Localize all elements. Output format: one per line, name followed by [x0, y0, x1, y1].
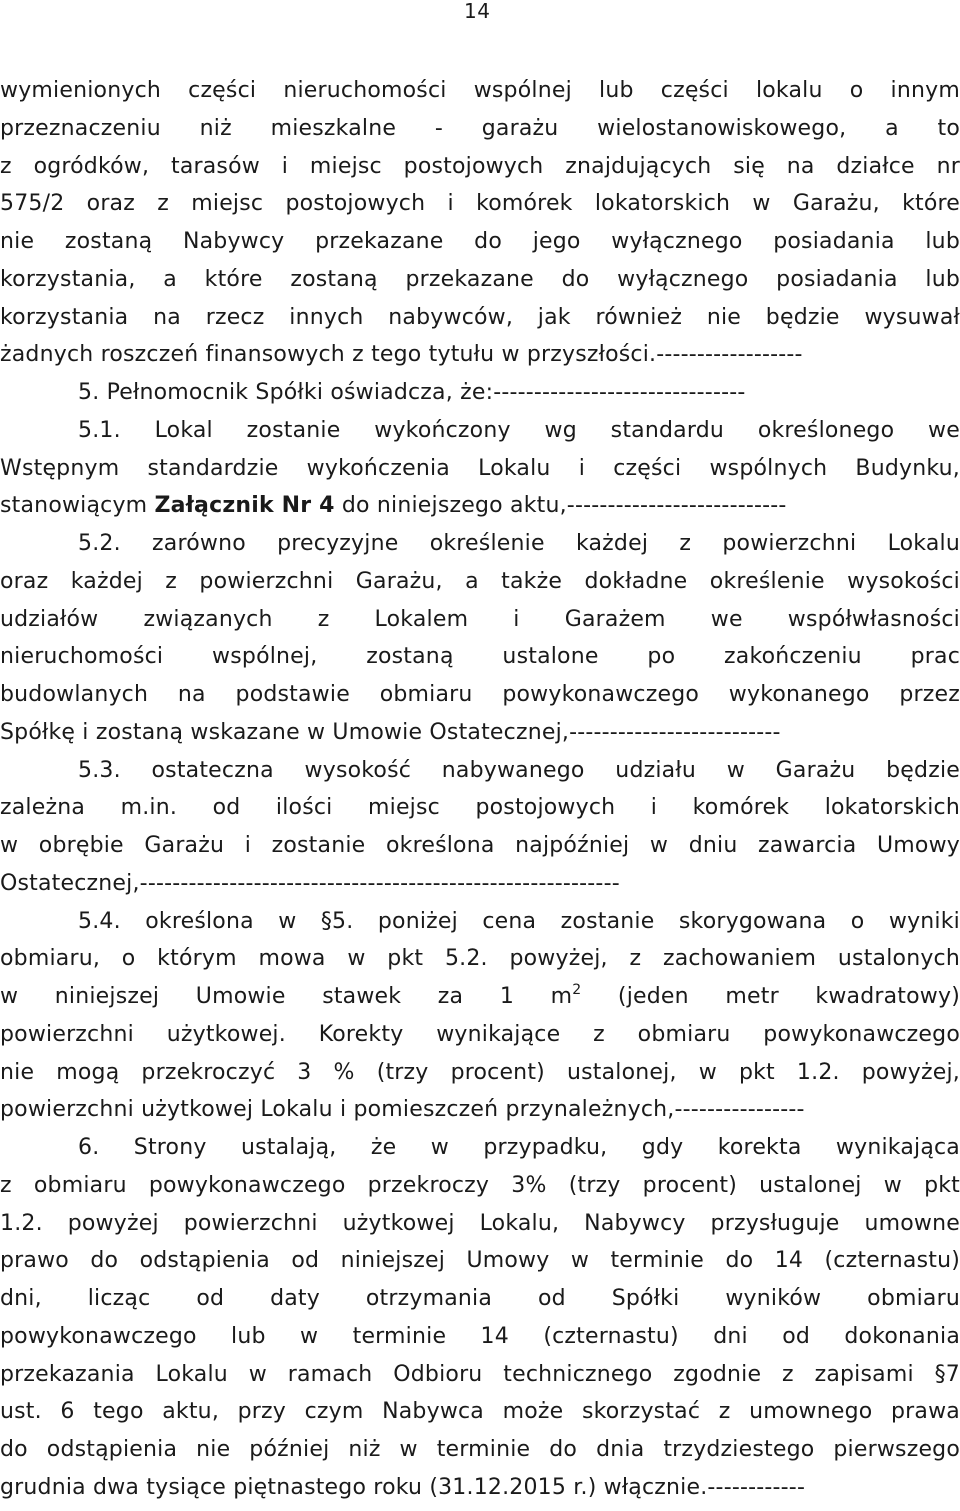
text-line: udziałów związanych z Lokalem i Garażem we współwłasności	[0, 606, 960, 632]
text-line: wymienionych części nieruchomości wspólnej lub części lokalu o innym	[0, 78, 960, 103]
text-segment: (jeden metr kwadratowy)	[581, 984, 960, 1009]
text-line: 5.4. określona w §5. poniżej cena zostanie skorygowana o wyniki	[78, 908, 960, 934]
text-line: powykonawczego lub w terminie 14 (czternastu) dni od dokonania	[0, 1323, 960, 1349]
text-line: przeznaczeniu niż mieszkalne - garażu wielostanowiskowego, a to	[0, 115, 960, 141]
text-line: nie mogą przekroczyć 3 % (trzy procent) ustalonej, w pkt 1.2. powyżej,	[0, 1059, 960, 1085]
text-line: Ostatecznej,-----------------------------------------------------------	[0, 870, 620, 896]
text-line: prawo do odstąpienia od niniejszej Umowy w terminie do 14 (czternastu)	[0, 1248, 960, 1274]
text-line: nieruchomości wspólnej, zostaną ustalone po zakończeniu prac	[0, 644, 960, 670]
text-line: Wstępnym standardzie wykończenia Lokalu i części wspólnych Budynku,	[0, 455, 960, 481]
text-segment: w niniejszej Umowie stawek za 1 m	[0, 984, 573, 1009]
text-line: zależna m.in. od ilości miejsc postojowych i komórek lokatorskich	[0, 795, 960, 821]
text-line: do odstąpienia nie później niż w terminie do dnia trzydziestego pierwszego	[0, 1437, 960, 1462]
text-segment: stanowiącym	[0, 493, 155, 519]
text-line: 5.2. zarówno precyzyjne określenie każdej z powierzchni Lokalu	[78, 531, 960, 556]
text-line: 6. Strony ustalają, że w przypadku, gdy korekta wynikająca	[78, 1135, 960, 1160]
text-line: oraz każdej z powierzchni Garażu, a także dokładne określenie wysokości	[0, 568, 960, 594]
superscript: 2	[572, 982, 582, 998]
text-line: żadnych roszczeń finansowych z tego tytułu w przyszłości.------------------	[0, 342, 803, 368]
text-line: 5. Pełnomocnik Spółki oświadcza, że:-------------------------------	[78, 380, 746, 405]
text-line: przekazania Lokalu w ramach Odbioru technicznego zgodnie z zapisami §7	[0, 1361, 960, 1387]
bold-reference: Załącznik Nr 4	[154, 493, 335, 519]
text-line: nie zostaną Nabywcy przekazane do jego wyłącznego posiadania lub	[0, 229, 960, 254]
text-line: Spółkę i zostaną wskazane w Umowie Ostatecznej,--------------------------	[0, 719, 781, 745]
text-line: obmiaru, o którym mowa w pkt 5.2. powyżej, z zachowaniem ustalonych	[0, 946, 960, 972]
text-segment: do niniejszego aktu,---------------------------	[334, 493, 787, 519]
text-line	[0, 487, 960, 525]
text-line: dni, licząc od daty otrzymania od Spółki wyników obmiaru	[0, 1286, 960, 1311]
page-number: 14	[464, 0, 491, 23]
text-line: grudnia dwa tysiące piętnastego roku (31.12.2015 r.) włącznie.------------	[0, 1474, 806, 1500]
text-line: korzystania na rzecz innych nabywców, jak również nie będzie wysuwał	[0, 304, 960, 330]
text-line	[0, 978, 960, 1016]
document-body	[0, 72, 960, 1507]
text-line: ust. 6 tego aktu, przy czym Nabywca może skorzystać z umownego prawa	[0, 1399, 960, 1425]
text-line: budowlanych na podstawie obmiaru powykonawczego wykonanego przez	[0, 682, 960, 707]
text-line: w obrębie Garażu i zostanie określona najpóźniej w dniu zawarcia Umowy	[0, 833, 960, 858]
text-line: 5.3. ostateczna wysokość nabywanego udziału w Garażu będzie	[78, 757, 960, 783]
text-line: powierzchni użytkowej Lokalu i pomieszczeń przynależnych,----------------	[0, 1097, 805, 1123]
text-line: powierzchni użytkowej. Korekty wynikające z obmiaru powykonawczego	[0, 1021, 960, 1047]
text-line: 1.2. powyżej powierzchni użytkowej Lokalu, Nabywcy przysługuje umowne	[0, 1210, 960, 1236]
text-line: 5.1. Lokal zostanie wykończony wg standardu określonego we	[78, 417, 960, 443]
text-line: z ogródków, tarasów i miejsc postojowych znajdujących się na działce nr	[0, 153, 960, 179]
text-line: 575/2 oraz z miejsc postojowych i komórek lokatorskich w Garażu, które	[0, 191, 960, 217]
text-line: z obmiaru powykonawczego przekroczy 3% (trzy procent) ustalonej w pkt	[0, 1172, 960, 1198]
text-line: korzystania, a które zostaną przekazane do wyłącznego posiadania lub	[0, 266, 960, 292]
